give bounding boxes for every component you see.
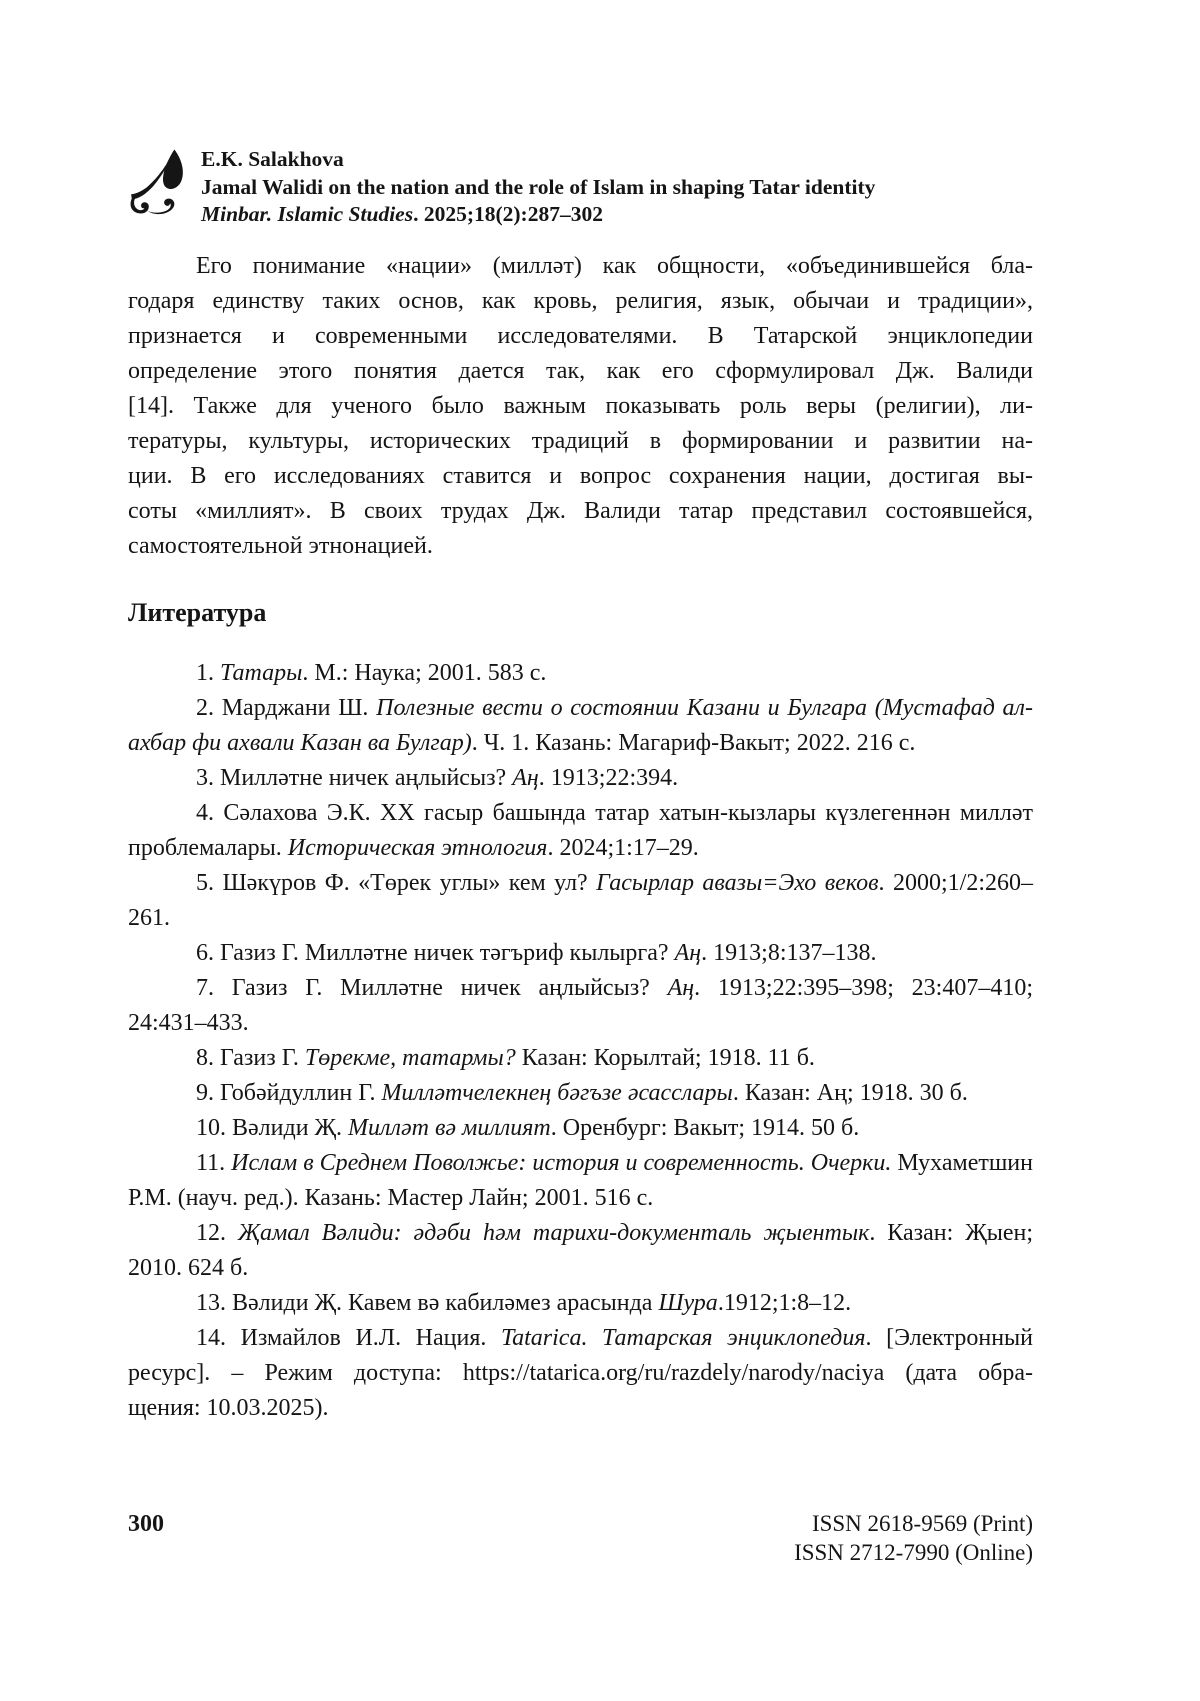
header-text	[201, 144, 875, 229]
reference-line: 8. Газиз Г. Төрекме, татармы? Казан: Корылтай; 1918. 11 б.	[196, 1045, 815, 1071]
reference-line: ахбар фи ахвали Казан ва Булгар). Ч. 1. Казань: Магариф-Вакыт; 2022. 216 с.	[128, 730, 916, 756]
article-header	[126, 144, 875, 229]
reference-item	[128, 866, 1033, 936]
page-footer	[128, 1510, 1033, 1567]
reference-item	[128, 656, 1033, 691]
reference-item	[128, 1216, 1033, 1286]
issn-print: ISSN 2618-9569 (Print)	[811, 1511, 1033, 1536]
reference-line: 6. Газиз Г. Милләтне ничек тәгъриф кылырга? Аң. 1913;8:137–138.	[196, 940, 877, 966]
reference-line: 1. Татары. М.: Наука; 2001. 583 с.	[196, 660, 547, 686]
reference-line: 4. Сәлахова Э.К. XX гасыр башында татар хатын-кызлары күзлегеннән милләт	[196, 800, 1033, 826]
paragraph-line: Его понимание «нации» (милләт) как общности, «объединившейся бла-	[196, 253, 1033, 279]
header-article-title: Jamal Walidi on the nation and the role of Islam in shaping Tatar identity	[201, 174, 876, 199]
reference-line: 3. Милләтне ничек аңлыйсыз? Аң. 1913;22:394.	[196, 765, 679, 791]
reference-item	[128, 1076, 1033, 1111]
reference-line: 2. Марджани Ш. Полезные вести о состоянии Казани и Булгара (Мустафад ал-	[196, 695, 1033, 721]
paragraph-line: тературы, культуры, исторических традиций в формировании и развитии на-	[128, 428, 1033, 454]
paragraph-line: [14]. Также для ученого было важным показывать роль веры (религии), ли-	[128, 393, 1033, 419]
header-author: E.K. Salakhova	[201, 147, 344, 171]
reference-line: ресурс]. – Режим доступа: https://tatarica.org/ru/razdely/narody/naciya (дата обра-	[128, 1360, 1033, 1386]
reference-item	[128, 691, 1033, 761]
lead-paragraph	[128, 249, 1033, 564]
issn-online: ISSN 2712-7990 (Online)	[794, 1539, 1033, 1565]
journal-name: Minbar. Islamic Studies	[201, 202, 414, 226]
reference-line: 5. Шәкүров Ф. «Төрек углы» кем ул? Гасырлар авазы=Эхо веков. 2000;1/2:260–	[196, 870, 1033, 896]
header-journal-citation	[201, 201, 875, 229]
reference-line: 13. Вәлиди Җ. Кавем вә кабиләмез арасында Шура.1912;1:8–12.	[196, 1290, 852, 1316]
reference-line: 14. Измайлов И.Л. Нация. Tatarica. Татарская энциклопедия. [Электронный	[196, 1325, 1034, 1351]
reference-line: 10. Вәлиди Җ. Милләт вә миллият. Оренбург: Вакыт; 1914. 50 б.	[196, 1115, 860, 1141]
reference-item	[128, 936, 1033, 971]
paragraph-line: определение этого понятия дается так, как его сформулировал Дж. Валиди	[128, 358, 1033, 384]
reference-item	[128, 1041, 1033, 1076]
reference-item	[128, 796, 1033, 866]
issn-block	[794, 1510, 1033, 1567]
reference-item	[128, 1146, 1033, 1216]
reference-line: 2010. 624 б.	[128, 1255, 249, 1281]
reference-item	[128, 1321, 1033, 1426]
reference-line: 7. Газиз Г. Милләтне ничек аңлыйсыз? Аң. 1913;22:395–398; 23:407–410;	[196, 975, 1033, 1001]
article-content	[128, 249, 1033, 1426]
page-number: 300	[128, 1511, 164, 1537]
reference-line: Р.М. (науч. ред.). Казань: Мастер Лайн; 2001. 516 с.	[128, 1185, 654, 1211]
paragraph-line: ции. В его исследованиях ставится и вопрос сохранения нации, достигая вы-	[128, 463, 1033, 489]
reference-item	[128, 971, 1033, 1041]
paragraph-line: годаря единству таких основ, как кровь, религия, язык, обычаи и традиции»,	[128, 288, 1033, 314]
minbar-arabic-calligraphy-icon	[126, 144, 192, 224]
paragraph-line: соты «миллият». В своих трудах Дж. Валиди татар представил состоявшейся,	[128, 498, 1033, 524]
paragraph-line: самостоятельной этнонацией.	[128, 533, 433, 559]
reference-item	[128, 1111, 1033, 1146]
reference-line: 11. Ислам в Среднем Поволжье: история и современность. Очерки. Мухаметшин	[196, 1150, 1033, 1176]
reference-item	[128, 761, 1033, 796]
references-list	[128, 656, 1033, 1426]
reference-line: 9. Гобәйдуллин Г. Милләтчелекнең бәгъзе әсасслары. Казан: Аң; 1918. 30 б.	[196, 1080, 968, 1106]
paragraph-line: признается и современными исследователями. В Татарской энциклопедии	[128, 323, 1033, 349]
reference-line: 12. Җамал Вәлиди: әдәби һәм тарихи-документаль җыентык. Казан: Җыен;	[196, 1220, 1034, 1246]
references-heading: Литература	[128, 598, 267, 627]
journal-issue: . 2025;18(2):287–302	[413, 202, 603, 226]
reference-item	[128, 1286, 1033, 1321]
reference-line: 261.	[128, 905, 170, 931]
reference-line: щения: 10.03.2025).	[128, 1395, 329, 1421]
reference-line: проблемалары. Историческая этнология. 2024;1:17–29.	[128, 835, 699, 861]
reference-line: 24:431–433.	[128, 1010, 249, 1036]
